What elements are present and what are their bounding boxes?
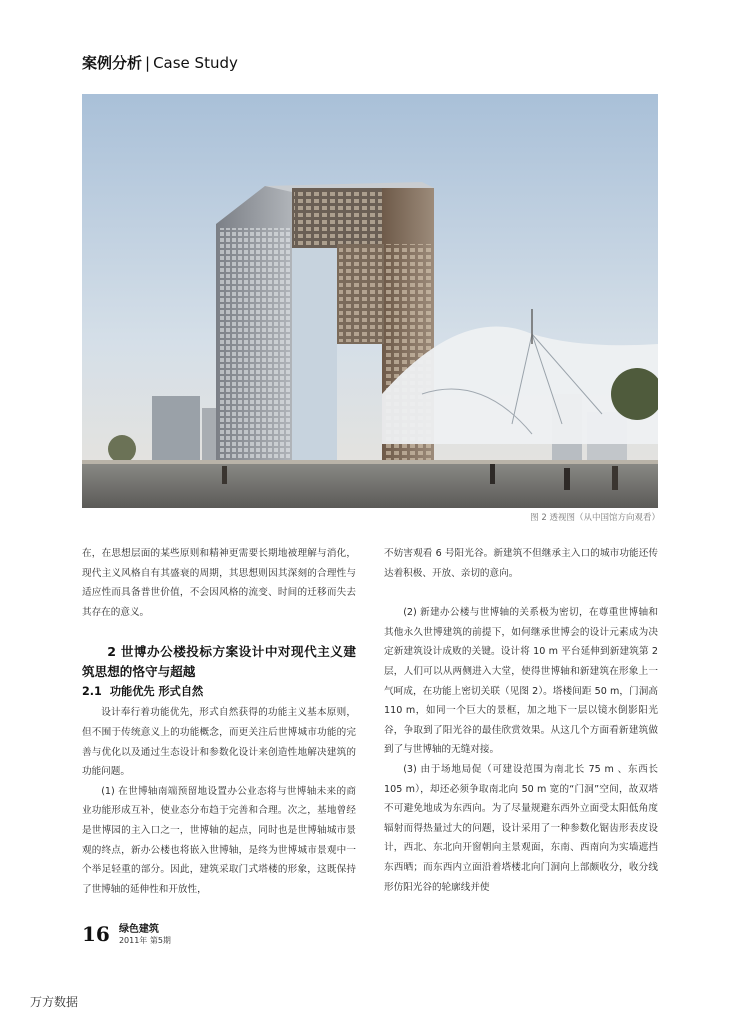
page-footer <box>82 922 171 946</box>
header-separator: | <box>145 54 151 72</box>
paragraph-2: (1) 在世博轴南端预留地设置办公业态将与世博轴未来的商业功能形成互补，使业态分布趋于完善和合理。次之，基地曾经是世博园的主入口之一，世博轴的起点，同时也是世博轴城市景观的终点，新办公楼也将嵌入世博轴，是终为世博城市景观中一个举足轻重的部分。因此，建筑采取门式塔楼的形象，这既保持了世博轴的延伸性和开放性， <box>82 785 356 895</box>
paragraph-intro: 在，在思想层面的某些原则和精神更需要长期地被理解与消化，现代主义风格自有其盛衰的周期，其思想则因其深刻的合理性与适应性而具备普世价值，不会因风格的流变、时间的迁移而失去其存在的意义。 <box>82 548 356 618</box>
paragraph-4: (3) 由于场地局促（可建设范围为南北长 75 m 、东西长 105 m），却还必须争取南北向 50 m 宽的“门洞”空间，故双塔不可避免地成为东西向。为了尽量规避东西外立面受太阳低角度辐射而得热量过大的问题，设计采用了一种参数化锯齿形表皮设计，西北、东北向开窗朝向主景观面，东南、西南向为实墙遮挡东西晒；而东西内立面沿着塔楼北向门洞向上部颇收分，收分线形仿阳光谷的轮廓线并使 <box>384 763 658 893</box>
subsection-title: 功能优先 形式自然 <box>109 685 204 699</box>
section-label-cn: 案例分析 <box>82 54 143 72</box>
page-number: 16 <box>82 922 110 946</box>
left-text-column <box>82 544 356 899</box>
section-heading: 2 世博办公楼投标方案设计中对现代主义建筑思想的恪守与超越 <box>82 644 356 680</box>
subsection-heading <box>82 682 356 702</box>
paragraph-1: 设计奉行着功能优先，形式自然获得的功能主义基本原则，但不囿于传统意义上的功能概念，而更关注后世博城市功能的完善与优化以及通过生态设计和参数化设计来创造性地解决建筑的功能问题。 <box>82 707 356 778</box>
section-label-en: Case Study <box>153 54 238 72</box>
page-header <box>82 52 238 73</box>
journal-info <box>119 922 171 946</box>
building-perspective-image <box>82 94 658 508</box>
journal-issue: 2011年 第5期 <box>118 936 171 945</box>
subsection-number: 2.1 <box>82 685 102 699</box>
watermark-text: 万方数据 <box>30 995 79 1009</box>
paragraph-3: (2) 新建办公楼与世博轴的关系极为密切，在尊重世博轴和其他永久世博建筑的前提下，如何继承世博会的设计元素成为决定新建筑设计成败的关键。设计将 10 m 平台延伸到新建筑第 2 层，人们可以从两侧进入大堂，使得世博轴和新建筑在形象上一气呵成，在功能上密切关联（见图 2）。塔楼间距 50 m，门洞高 110 m，如同一个巨大的景框，加之地下一层以镜水倒影阳光谷，争取到了阳光谷的最佳欣赏效果。从这几个方面看新建筑做到了与世博轴的无缝对接。 <box>384 607 658 756</box>
right-text-column <box>384 544 658 897</box>
journal-name: 绿色建筑 <box>118 924 159 935</box>
figure-rendering <box>82 94 658 508</box>
figure-caption: 图 2 透视图（从中国馆方向观看） <box>530 513 660 523</box>
paragraph-continued: 不妨害观看 6 号阳光谷。新建筑不但继承主入口的城市功能还传达着积极、开放、亲切的意向。 <box>384 548 658 579</box>
